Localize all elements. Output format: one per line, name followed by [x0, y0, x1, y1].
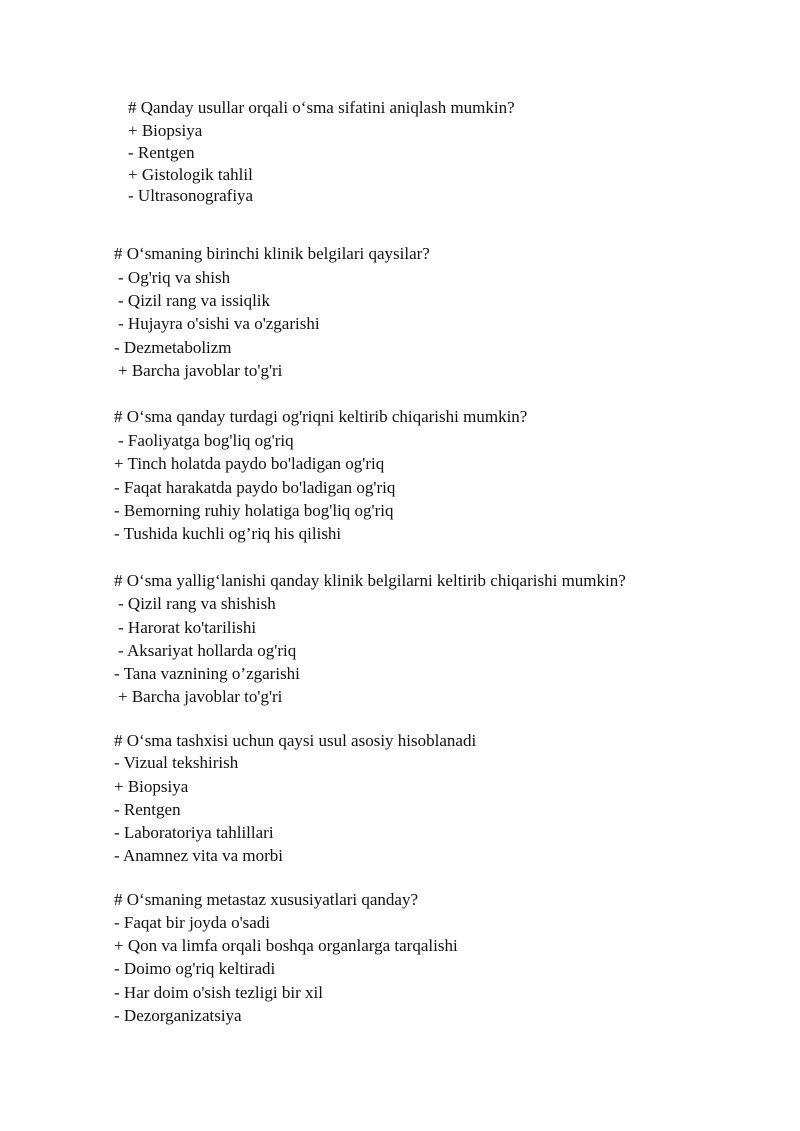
answer-option: - Faoliyatga bog'liq og'riq [118, 431, 294, 450]
answer-option: - Dezorganizatsiya [114, 1006, 242, 1025]
answer-option: - Rentgen [114, 800, 181, 819]
answer-option: - Faqat bir joyda o'sadi [114, 913, 271, 932]
question-text: # O‘smaning birinchi klinik belgilari qaysilar? [114, 244, 430, 263]
answer-option: + Barcha javoblar to'g'ri [118, 361, 283, 380]
answer-option: - Rentgen [128, 143, 195, 162]
question-text: # O‘sma yallig‘lanishi qanday klinik belgilarni keltirib chiqarishi mumkin? [114, 571, 626, 590]
answer-option: - Doimo og'riq keltiradi [114, 959, 276, 978]
answer-option: + Qon va limfa orqali boshqa organlarga tarqalishi [114, 936, 458, 955]
answer-option: - Bemorning ruhiy holatiga bog'liq og'riq [114, 501, 394, 520]
question-text: # O‘smaning metastaz xususiyatlari qanday? [114, 890, 419, 909]
answer-option: - Qizil rang va shishish [118, 594, 276, 613]
answer-option: - Laboratoriya tahlillari [114, 823, 274, 842]
question-text: # O‘sma tashxisi uchun qaysi usul asosiy hisoblanadi [114, 731, 477, 750]
answer-option: - Tushida kuchli og’riq his qilishi [114, 524, 342, 543]
answer-option: - Qizil rang va issiqlik [118, 291, 271, 310]
answer-option: - Ultrasonografiya [128, 186, 254, 205]
answer-option: - Faqat harakatda paydo bo'ladigan og'riq [114, 478, 396, 497]
answer-option: - Og'riq va shish [118, 268, 231, 287]
answer-option: + Biopsiya [114, 777, 189, 796]
answer-option: + Barcha javoblar to'g'ri [118, 687, 283, 706]
answer-option: + Biopsiya [128, 121, 203, 140]
answer-option: + Tinch holatda paydo bo'ladigan og'riq [114, 454, 385, 473]
answer-option: + Gistologik tahlil [128, 165, 253, 184]
answer-option: - Anamnez vita va morbi [114, 846, 284, 865]
answer-option: - Aksariyat hollarda og'riq [118, 641, 297, 660]
answer-option: - Har doim o'sish tezligi bir xil [114, 983, 323, 1002]
answer-option: - Vizual tekshirish [114, 753, 239, 772]
answer-option: - Dezmetabolizm [114, 338, 232, 357]
question-text: # Qanday usullar orqali o‘sma sifatini aniqlash mumkin? [128, 98, 515, 117]
question-text: # O‘sma qanday turdagi og'riqni keltirib chiqarishi mumkin? [114, 407, 528, 426]
answer-option: - Harorat ko'tarilishi [118, 618, 257, 637]
answer-option: - Hujayra o'sishi va o'zgarishi [118, 314, 320, 333]
answer-option: - Tana vaznining o’zgarishi [114, 664, 300, 683]
